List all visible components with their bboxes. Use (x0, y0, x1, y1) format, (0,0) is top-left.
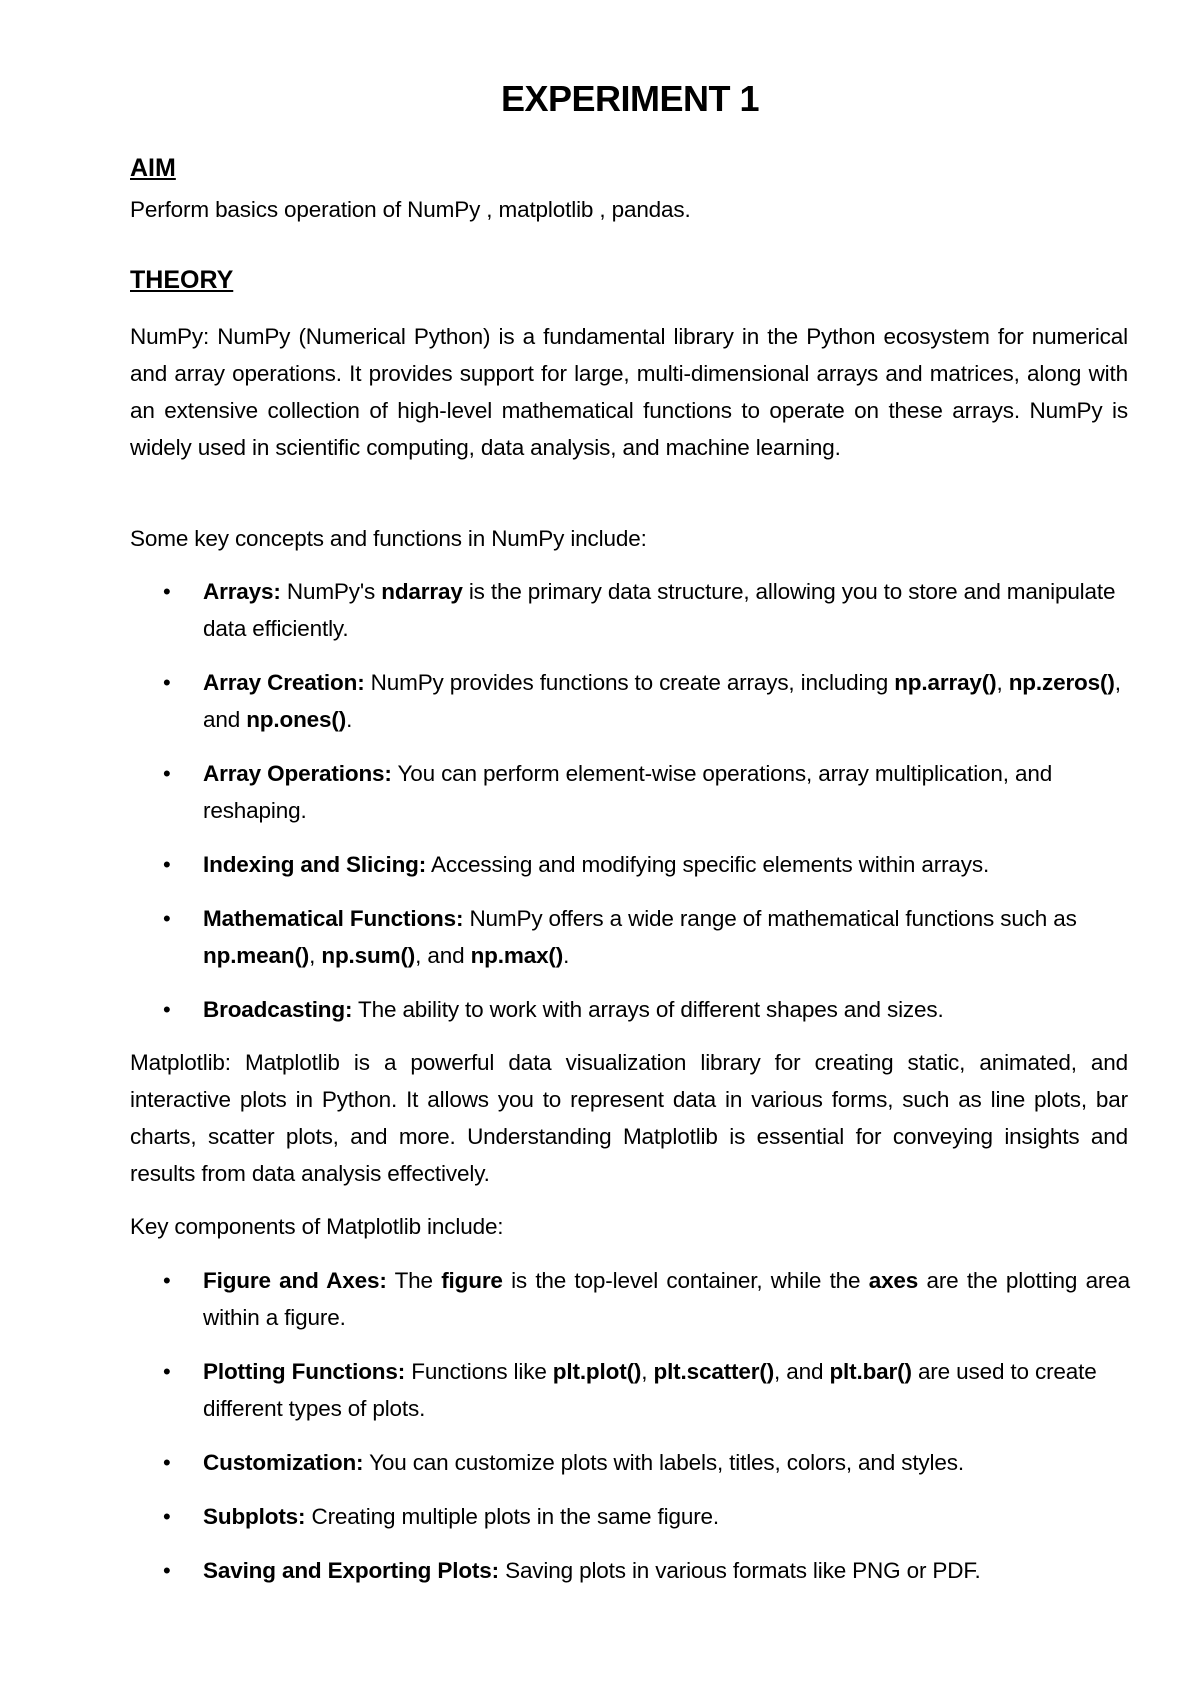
bullet-label: Array Creation: (203, 670, 365, 695)
list-item-indexing-slicing (130, 846, 1130, 883)
bullet-text: The (386, 1268, 442, 1293)
bullet-text: Creating multiple plots in the same figure. (305, 1504, 719, 1529)
list-item-array-creation (130, 664, 1130, 738)
list-item-arrays (130, 573, 1130, 647)
bullet-text: is the top-level container, while the (502, 1268, 869, 1293)
list-item-array-operations (130, 755, 1130, 829)
bullet-text: You can customize plots with labels, titles, colors, and styles. (363, 1450, 964, 1475)
document-page (130, 0, 1130, 1696)
bullet-text: NumPy offers a wide range of mathematical functions such as (463, 906, 1077, 931)
bullet-text: , (641, 1359, 654, 1384)
bullet-text: You can perform element-wise operations, array multiplication, and reshaping. (203, 761, 1053, 823)
bullet-label: Figure and Axes: (203, 1268, 387, 1293)
matplotlib-key-components-intro: Key components of Matplotlib include: (130, 1214, 504, 1239)
aim-text: Perform basics operation of NumPy , matplotlib , pandas. (130, 197, 691, 222)
matplotlib-intro-paragraph: Matplotlib: Matplotlib is a powerful data visualization library for creating static, animated, and interactive plots in Python. It allows you to represent data in various forms, such as line plots, bar charts, scatter plots, and more. Understanding Matplotlib is essential for conveying insights and results from data analysis effectively. (130, 1050, 1128, 1186)
bullet-term: ndarray (381, 579, 463, 604)
list-item-broadcasting (130, 991, 1130, 1028)
bullet-term: axes (868, 1268, 919, 1293)
bullet-term: np.max() (470, 943, 564, 968)
page-title: EXPERIMENT 1 (500, 78, 760, 119)
bullet-label: Mathematical Functions: (203, 906, 464, 931)
list-item-subplots (130, 1498, 1130, 1535)
bullet-label: Broadcasting: (203, 997, 353, 1022)
numpy-concepts-list (130, 573, 1130, 1045)
aim-heading: AIM (130, 154, 176, 182)
bullet-label: Plotting Functions: (203, 1359, 406, 1384)
bullet-term: np.array() (894, 670, 997, 695)
bullet-text: . (346, 707, 353, 732)
bullet-term: np.zeros() (1008, 670, 1115, 695)
list-item-plotting-functions (130, 1353, 1130, 1427)
bullet-text: Functions like (405, 1359, 553, 1384)
bullet-text: is the primary data structure, allowing you to store and manipulate data efficiently. (203, 579, 1116, 641)
list-item-mathematical-functions (130, 900, 1130, 974)
bullet-text: NumPy provides functions to create arrays, including (364, 670, 895, 695)
bullet-text: , (309, 943, 322, 968)
bullet-label: Indexing and Slicing: (203, 852, 427, 877)
numpy-key-concepts-intro: Some key concepts and functions in NumPy include: (130, 526, 647, 551)
bullet-text: are used to create different types of plots. (203, 1359, 1097, 1421)
numpy-intro-paragraph: NumPy: NumPy (Numerical Python) is a fundamental library in the Python ecosystem for numerical and array operations. It provides support for large, multi-dimensional arrays and matrices, along with an extensive collection of high-level mathematical functions to operate on these arrays. NumPy is widely used in scientific computing, data analysis, and machine learning. (130, 324, 1128, 460)
bullet-term: plt.scatter() (653, 1359, 775, 1384)
bullet-label: Customization: (203, 1450, 364, 1475)
bullet-text: The ability to work with arrays of different shapes and sizes. (352, 997, 944, 1022)
bullet-label: Array Operations: (203, 761, 392, 786)
bullet-text: , and (415, 943, 471, 968)
bullet-term: plt.bar() (829, 1359, 912, 1384)
list-item-figure-axes (130, 1262, 1130, 1336)
bullet-text: Saving plots in various formats like PNG or PDF. (498, 1558, 981, 1583)
bullet-term: plt.plot() (552, 1359, 642, 1384)
bullet-term: np.sum() (321, 943, 416, 968)
matplotlib-components-list (130, 1262, 1130, 1606)
list-item-customization (130, 1444, 1130, 1481)
bullet-text: are the plotting area within a figure. (203, 1268, 1131, 1330)
bullet-label: Saving and Exporting Plots: (203, 1558, 499, 1583)
bullet-term: np.mean() (203, 943, 310, 968)
bullet-text: . (563, 943, 570, 968)
bullet-term: figure (441, 1268, 503, 1293)
bullet-term: np.ones() (246, 707, 347, 732)
bullet-text: Accessing and modifying specific elements within arrays. (426, 852, 990, 877)
bullet-text: , (996, 670, 1009, 695)
bullet-label: Arrays: (203, 579, 281, 604)
theory-heading: THEORY (130, 266, 234, 294)
bullet-text: , and (774, 1359, 830, 1384)
bullet-label: Subplots: (203, 1504, 306, 1529)
list-item-saving-exporting (130, 1552, 1130, 1589)
bullet-text: , and (203, 670, 1121, 732)
bullet-text: NumPy's (280, 579, 382, 604)
